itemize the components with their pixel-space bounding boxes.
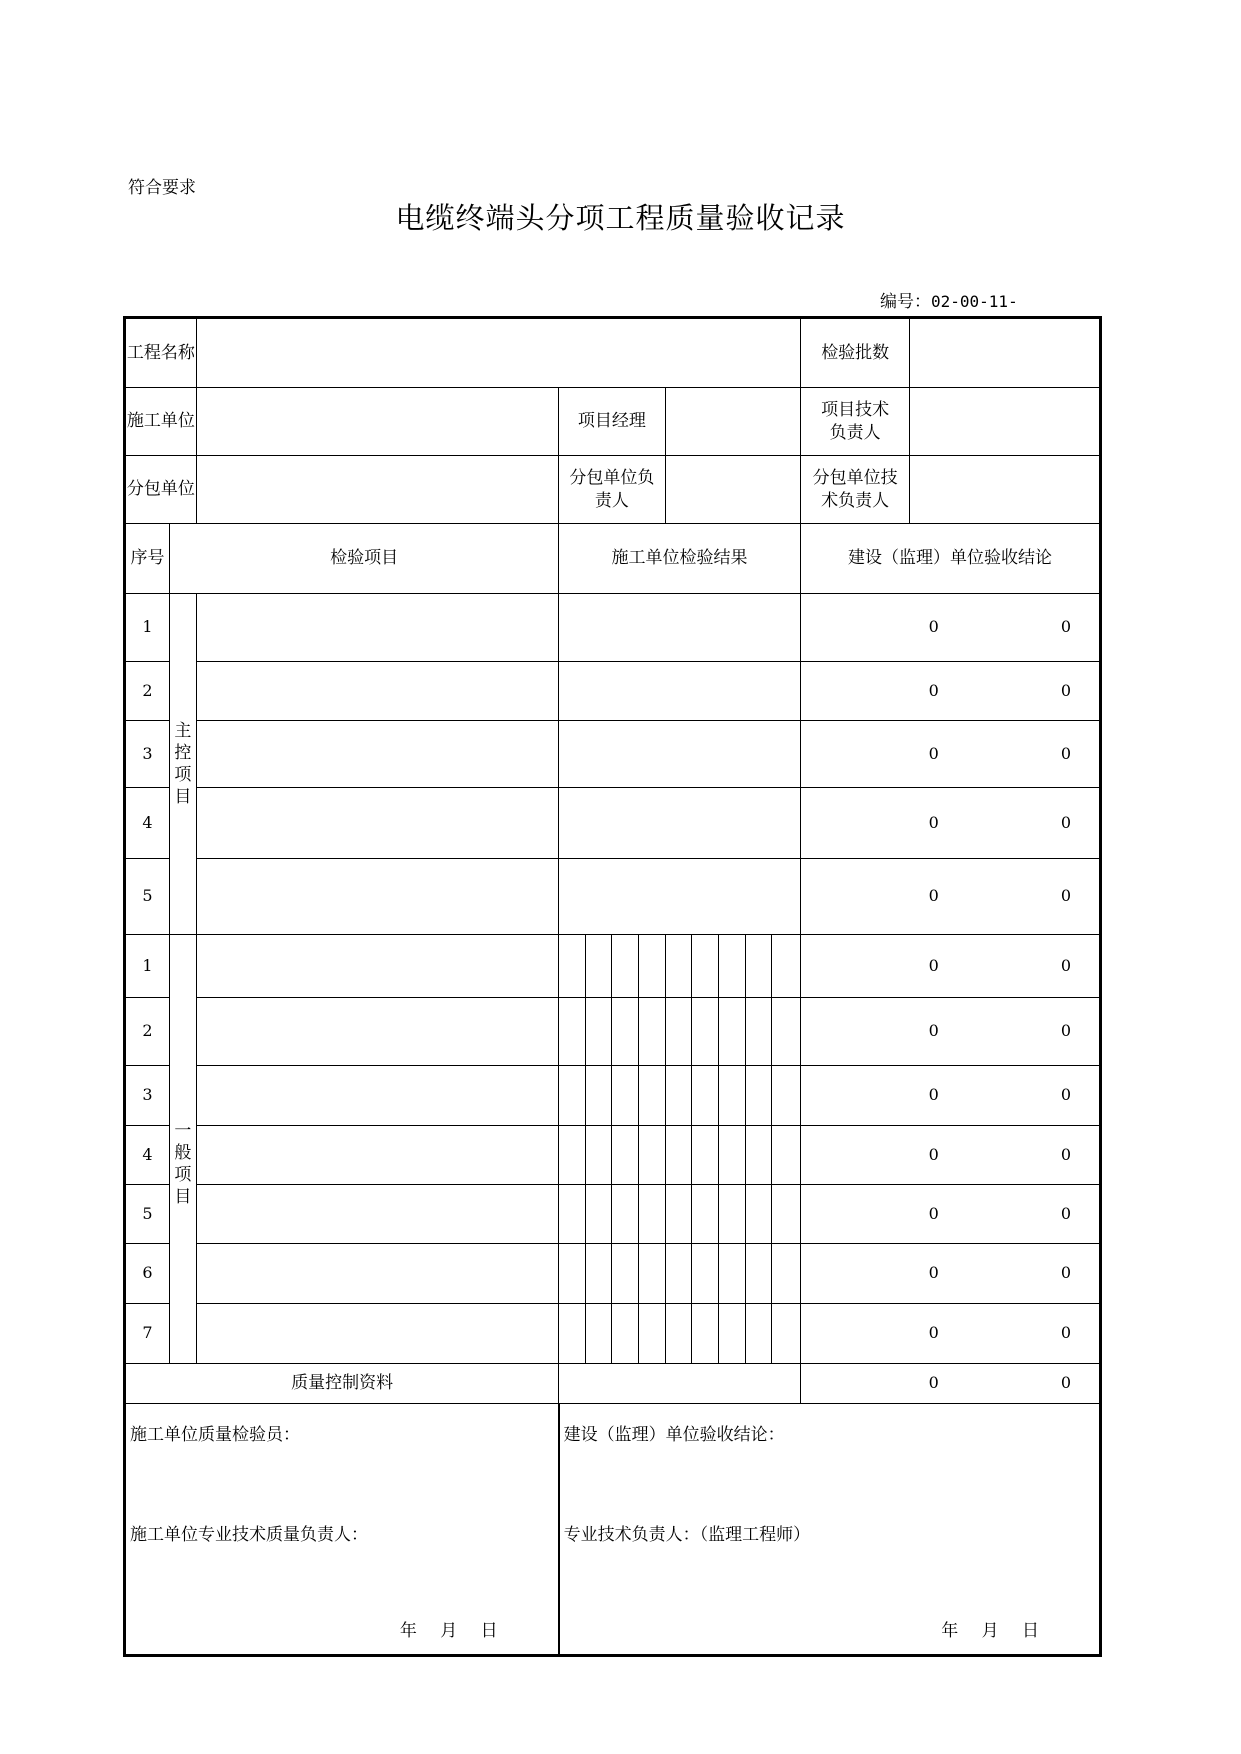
result-subcell[interactable]	[665, 935, 692, 998]
batch-count-label: 检验批数	[800, 318, 910, 388]
seq-cell: 7	[125, 1304, 170, 1364]
result-cell[interactable]	[559, 788, 801, 859]
col-supervisor-conclusion: 建设（监理）单位验收结论	[800, 524, 1100, 594]
subcontractor-label: 分包单位	[125, 456, 197, 524]
result-subcell[interactable]	[772, 1244, 801, 1304]
page-title: 电缆终端头分项工程质量验收记录	[395, 201, 846, 235]
contractor-inspector-label: 施工单位质量检验员：	[130, 1425, 300, 1445]
result-subcell[interactable]	[692, 1185, 719, 1244]
conclusion-cell: 0 0	[800, 721, 1100, 788]
result-subcell[interactable]	[585, 1126, 612, 1185]
result-subcell[interactable]	[612, 1304, 639, 1364]
result-subcell[interactable]	[585, 935, 612, 998]
result-subcell[interactable]	[718, 935, 745, 998]
seq-cell: 3	[125, 721, 170, 788]
conclusion-cell: 0 0	[800, 1126, 1100, 1185]
result-subcell[interactable]	[559, 1066, 586, 1126]
table-row	[125, 1066, 1101, 1126]
seq-cell: 2	[125, 998, 170, 1066]
result-subcell[interactable]	[692, 998, 719, 1066]
result-cell[interactable]	[559, 594, 801, 662]
quality-docs-label: 质量控制资料	[125, 1364, 559, 1404]
table-row	[125, 1244, 1101, 1304]
result-subcell[interactable]	[559, 1304, 586, 1364]
supervisor-signature-block[interactable]	[559, 1404, 1101, 1656]
result-subcell[interactable]	[772, 935, 801, 998]
result-subcell[interactable]	[772, 1304, 801, 1364]
result-subcell[interactable]	[718, 1244, 745, 1304]
table-row	[125, 1185, 1101, 1244]
supervisor-conclusion-label: 建设（监理）单位验收结论：	[563, 1425, 785, 1445]
serial-code: 02-00-11-	[931, 292, 1018, 311]
result-subcell[interactable]	[772, 1066, 801, 1126]
result-subcell[interactable]	[585, 1185, 612, 1244]
result-subcell[interactable]	[559, 1244, 586, 1304]
conclusion-cell: 0 0	[800, 859, 1100, 935]
result-subcell[interactable]	[612, 1126, 639, 1185]
result-subcell[interactable]	[665, 998, 692, 1066]
serial-label: 编号：	[880, 292, 931, 312]
item-cell[interactable]	[196, 1304, 559, 1364]
item-cell[interactable]	[196, 1244, 559, 1304]
result-subcell[interactable]	[612, 1185, 639, 1244]
item-cell[interactable]	[196, 1126, 559, 1185]
result-subcell[interactable]	[692, 935, 719, 998]
col-item: 检验项目	[170, 524, 559, 594]
contractor-label: 施工单位	[125, 388, 197, 456]
conclusion-cell: 0 0	[800, 662, 1100, 721]
result-subcell[interactable]	[772, 1185, 801, 1244]
result-subcell[interactable]	[745, 1185, 772, 1244]
sub-tech-lead-field[interactable]	[910, 456, 1101, 524]
table-row	[125, 1126, 1101, 1185]
project-name-field[interactable]	[196, 318, 800, 388]
seq-cell: 5	[125, 1185, 170, 1244]
result-subcell[interactable]	[745, 998, 772, 1066]
conclusion-cell: 0 0	[800, 788, 1100, 859]
project-name-label: 工程名称	[125, 318, 197, 388]
seq-cell: 4	[125, 788, 170, 859]
item-cell[interactable]	[196, 788, 559, 859]
seq-cell: 2	[125, 662, 170, 721]
result-subcell[interactable]	[772, 998, 801, 1066]
result-subcell[interactable]	[745, 935, 772, 998]
result-subcell[interactable]	[665, 1066, 692, 1126]
result-subcell[interactable]	[612, 935, 639, 998]
inspection-form	[123, 316, 1102, 1657]
result-subcell[interactable]	[745, 1126, 772, 1185]
result-subcell[interactable]	[585, 998, 612, 1066]
conclusion-cell: 0 0	[800, 1244, 1100, 1304]
signature-row	[125, 1404, 1101, 1656]
result-subcell[interactable]	[639, 935, 666, 998]
result-subcell[interactable]	[612, 1066, 639, 1126]
result-subcell[interactable]	[718, 998, 745, 1066]
result-subcell[interactable]	[612, 1244, 639, 1304]
result-subcell[interactable]	[692, 1304, 719, 1364]
table-row	[125, 998, 1101, 1066]
table-row	[125, 594, 1101, 662]
conclusion-cell: 0 0	[800, 1185, 1100, 1244]
result-subcell[interactable]	[745, 1304, 772, 1364]
col-contractor-result: 施工单位检验结果	[559, 524, 801, 594]
seq-cell: 6	[125, 1244, 170, 1304]
result-subcell[interactable]	[692, 1066, 719, 1126]
conclusion-cell: 0 0	[800, 1304, 1100, 1364]
result-subcell[interactable]	[745, 1244, 772, 1304]
quality-docs-conclusion: 0 0	[800, 1364, 1100, 1404]
seq-cell: 5	[125, 859, 170, 935]
seq-cell: 1	[125, 594, 170, 662]
contractor-tech-label: 施工单位专业技术质量负责人：	[130, 1525, 368, 1545]
result-cell[interactable]	[559, 721, 801, 788]
project-manager-field[interactable]	[665, 388, 800, 456]
subcontractor-field[interactable]	[196, 456, 559, 524]
project-manager-label: 项目经理	[559, 388, 666, 456]
result-subcell[interactable]	[585, 1244, 612, 1304]
item-cell[interactable]	[196, 998, 559, 1066]
supervisor-tech-label: 专业技术负责人：（监理工程师）	[563, 1525, 811, 1545]
result-subcell[interactable]	[639, 1066, 666, 1126]
item-cell[interactable]	[196, 859, 559, 935]
tech-lead-label: 项目技术负责人	[800, 388, 910, 456]
item-cell[interactable]	[196, 1066, 559, 1126]
sub-lead-field[interactable]	[665, 456, 800, 524]
item-cell[interactable]	[196, 721, 559, 788]
contractor-date: 年 月 日	[399, 1621, 498, 1641]
item-cell[interactable]	[196, 935, 559, 998]
table-row	[125, 662, 1101, 721]
supervisor-date: 年 月 日	[941, 1621, 1039, 1641]
quality-docs-row	[125, 1364, 1101, 1404]
conclusion-cell: 0 0	[800, 594, 1100, 662]
serial-number	[880, 287, 1018, 312]
tech-lead-field[interactable]	[910, 388, 1101, 456]
result-subcell[interactable]	[639, 1304, 666, 1364]
table-row	[125, 788, 1101, 859]
result-subcell[interactable]	[559, 935, 586, 998]
table-row	[125, 1304, 1101, 1364]
result-subcell[interactable]	[692, 1126, 719, 1185]
result-subcell[interactable]	[559, 1126, 586, 1185]
result-subcell[interactable]	[639, 1126, 666, 1185]
result-subcell[interactable]	[718, 1185, 745, 1244]
result-subcell[interactable]	[692, 1244, 719, 1304]
main-control-label: 主控项目	[170, 594, 197, 935]
result-subcell[interactable]	[559, 1185, 586, 1244]
result-subcell[interactable]	[665, 1126, 692, 1185]
result-subcell[interactable]	[639, 998, 666, 1066]
quality-docs-result[interactable]	[559, 1364, 801, 1404]
item-cell[interactable]	[196, 594, 559, 662]
result-cell[interactable]	[559, 859, 801, 935]
col-seq: 序号	[125, 524, 170, 594]
item-cell[interactable]	[196, 662, 559, 721]
item-cell[interactable]	[196, 1185, 559, 1244]
table-row	[125, 721, 1101, 788]
result-cell[interactable]	[559, 662, 801, 721]
seq-cell: 3	[125, 1066, 170, 1126]
conclusion-cell: 0 0	[800, 1066, 1100, 1126]
result-subcell[interactable]	[718, 1066, 745, 1126]
general-label: 一般项目	[170, 935, 197, 1364]
contractor-signature-block[interactable]	[125, 1404, 559, 1656]
result-subcell[interactable]	[665, 1244, 692, 1304]
result-subcell[interactable]	[585, 1304, 612, 1364]
result-subcell[interactable]	[665, 1304, 692, 1364]
result-subcell[interactable]	[612, 998, 639, 1066]
sub-lead-label: 分包单位负责人	[559, 456, 666, 524]
conclusion-cell: 0 0	[800, 998, 1100, 1066]
result-subcell[interactable]	[639, 1185, 666, 1244]
seq-cell: 4	[125, 1126, 170, 1185]
result-subcell[interactable]	[585, 1066, 612, 1126]
result-subcell[interactable]	[639, 1244, 666, 1304]
table-row	[125, 859, 1101, 935]
result-subcell[interactable]	[559, 998, 586, 1066]
sub-tech-lead-label: 分包单位技术负责人	[800, 456, 910, 524]
result-subcell[interactable]	[745, 1066, 772, 1126]
result-subcell[interactable]	[718, 1126, 745, 1185]
contractor-field[interactable]	[196, 388, 559, 456]
batch-count-field[interactable]	[910, 318, 1101, 388]
table-row	[125, 935, 1101, 998]
seq-cell: 1	[125, 935, 170, 998]
top-note: 符合要求	[128, 178, 196, 198]
result-subcell[interactable]	[665, 1185, 692, 1244]
result-subcell[interactable]	[772, 1126, 801, 1185]
result-subcell[interactable]	[718, 1304, 745, 1364]
conclusion-cell: 0 0	[800, 935, 1100, 998]
